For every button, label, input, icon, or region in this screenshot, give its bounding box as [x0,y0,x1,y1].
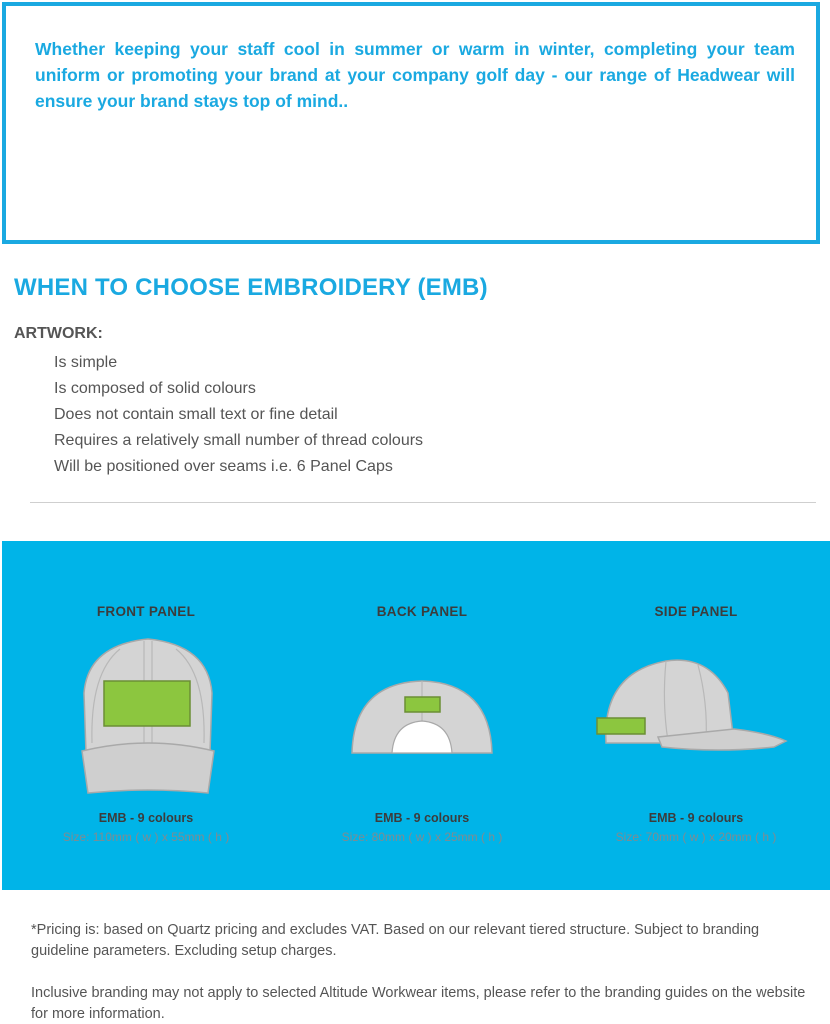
panel-title: SIDE PANEL [654,604,738,619]
intro-text: Whether keeping your staff cool in summer or warm in winter, completing your team uniform or promoting your brand at your company golf day - our range of Headwear will ensure your brand stays top of mind.. [35,39,795,111]
criteria-item: Is composed of solid colours [54,380,256,397]
embroidery-area [405,697,440,712]
panel-size-label: Size: 110mm ( w ) x 55mm ( h ) [62,830,230,844]
back-cap-illustration [284,633,560,803]
back-panel [284,541,560,890]
panel-title: BACK PANEL [376,604,468,619]
criteria-item: Is simple [54,354,118,371]
panel-size-label: Size: 80mm ( w ) x 25mm ( h ) [341,830,503,844]
front-cap-illustration [8,633,284,803]
panel-emb-label: EMB - 9 colours [98,811,194,825]
pricing-note: *Pricing is: based on Quartz pricing and excludes VAT. Based on our relevant tiered structure. Subject to branding guideline parameters. Excluding setup charges. [31,922,760,959]
footer-notes [31,920,811,1024]
side-panel [558,541,830,890]
criteria-list [54,350,423,480]
panel-band [2,541,830,890]
panel-emb-label: EMB - 9 colours [374,811,470,825]
side-cap-illustration [558,633,830,803]
criteria-item: Requires a relatively small number of thread colours [54,432,424,449]
panel-title: FRONT PANEL [96,604,196,619]
panel-emb-label: EMB - 9 colours [648,811,744,825]
embroidery-area [104,681,190,726]
criteria-item: Does not contain small text or fine detail [54,406,338,423]
panel-size-label: Size: 70mm ( w ) x 20mm ( h ) [615,830,777,844]
artwork-label: ARTWORK: [14,325,103,342]
criteria-item: Will be positioned over seams i.e. 6 Panel Caps [54,458,393,475]
branding-note: Inclusive branding may not apply to selected Altitude Workwear items, please refer to the branding guides on the website for more information. [31,985,806,1022]
front-panel [8,541,284,890]
embroidery-area [597,718,645,734]
intro-box [2,2,820,244]
cap-visor [82,743,214,793]
section-heading: WHEN TO CHOOSE EMBROIDERY (EMB) [14,274,488,301]
divider [30,502,816,503]
